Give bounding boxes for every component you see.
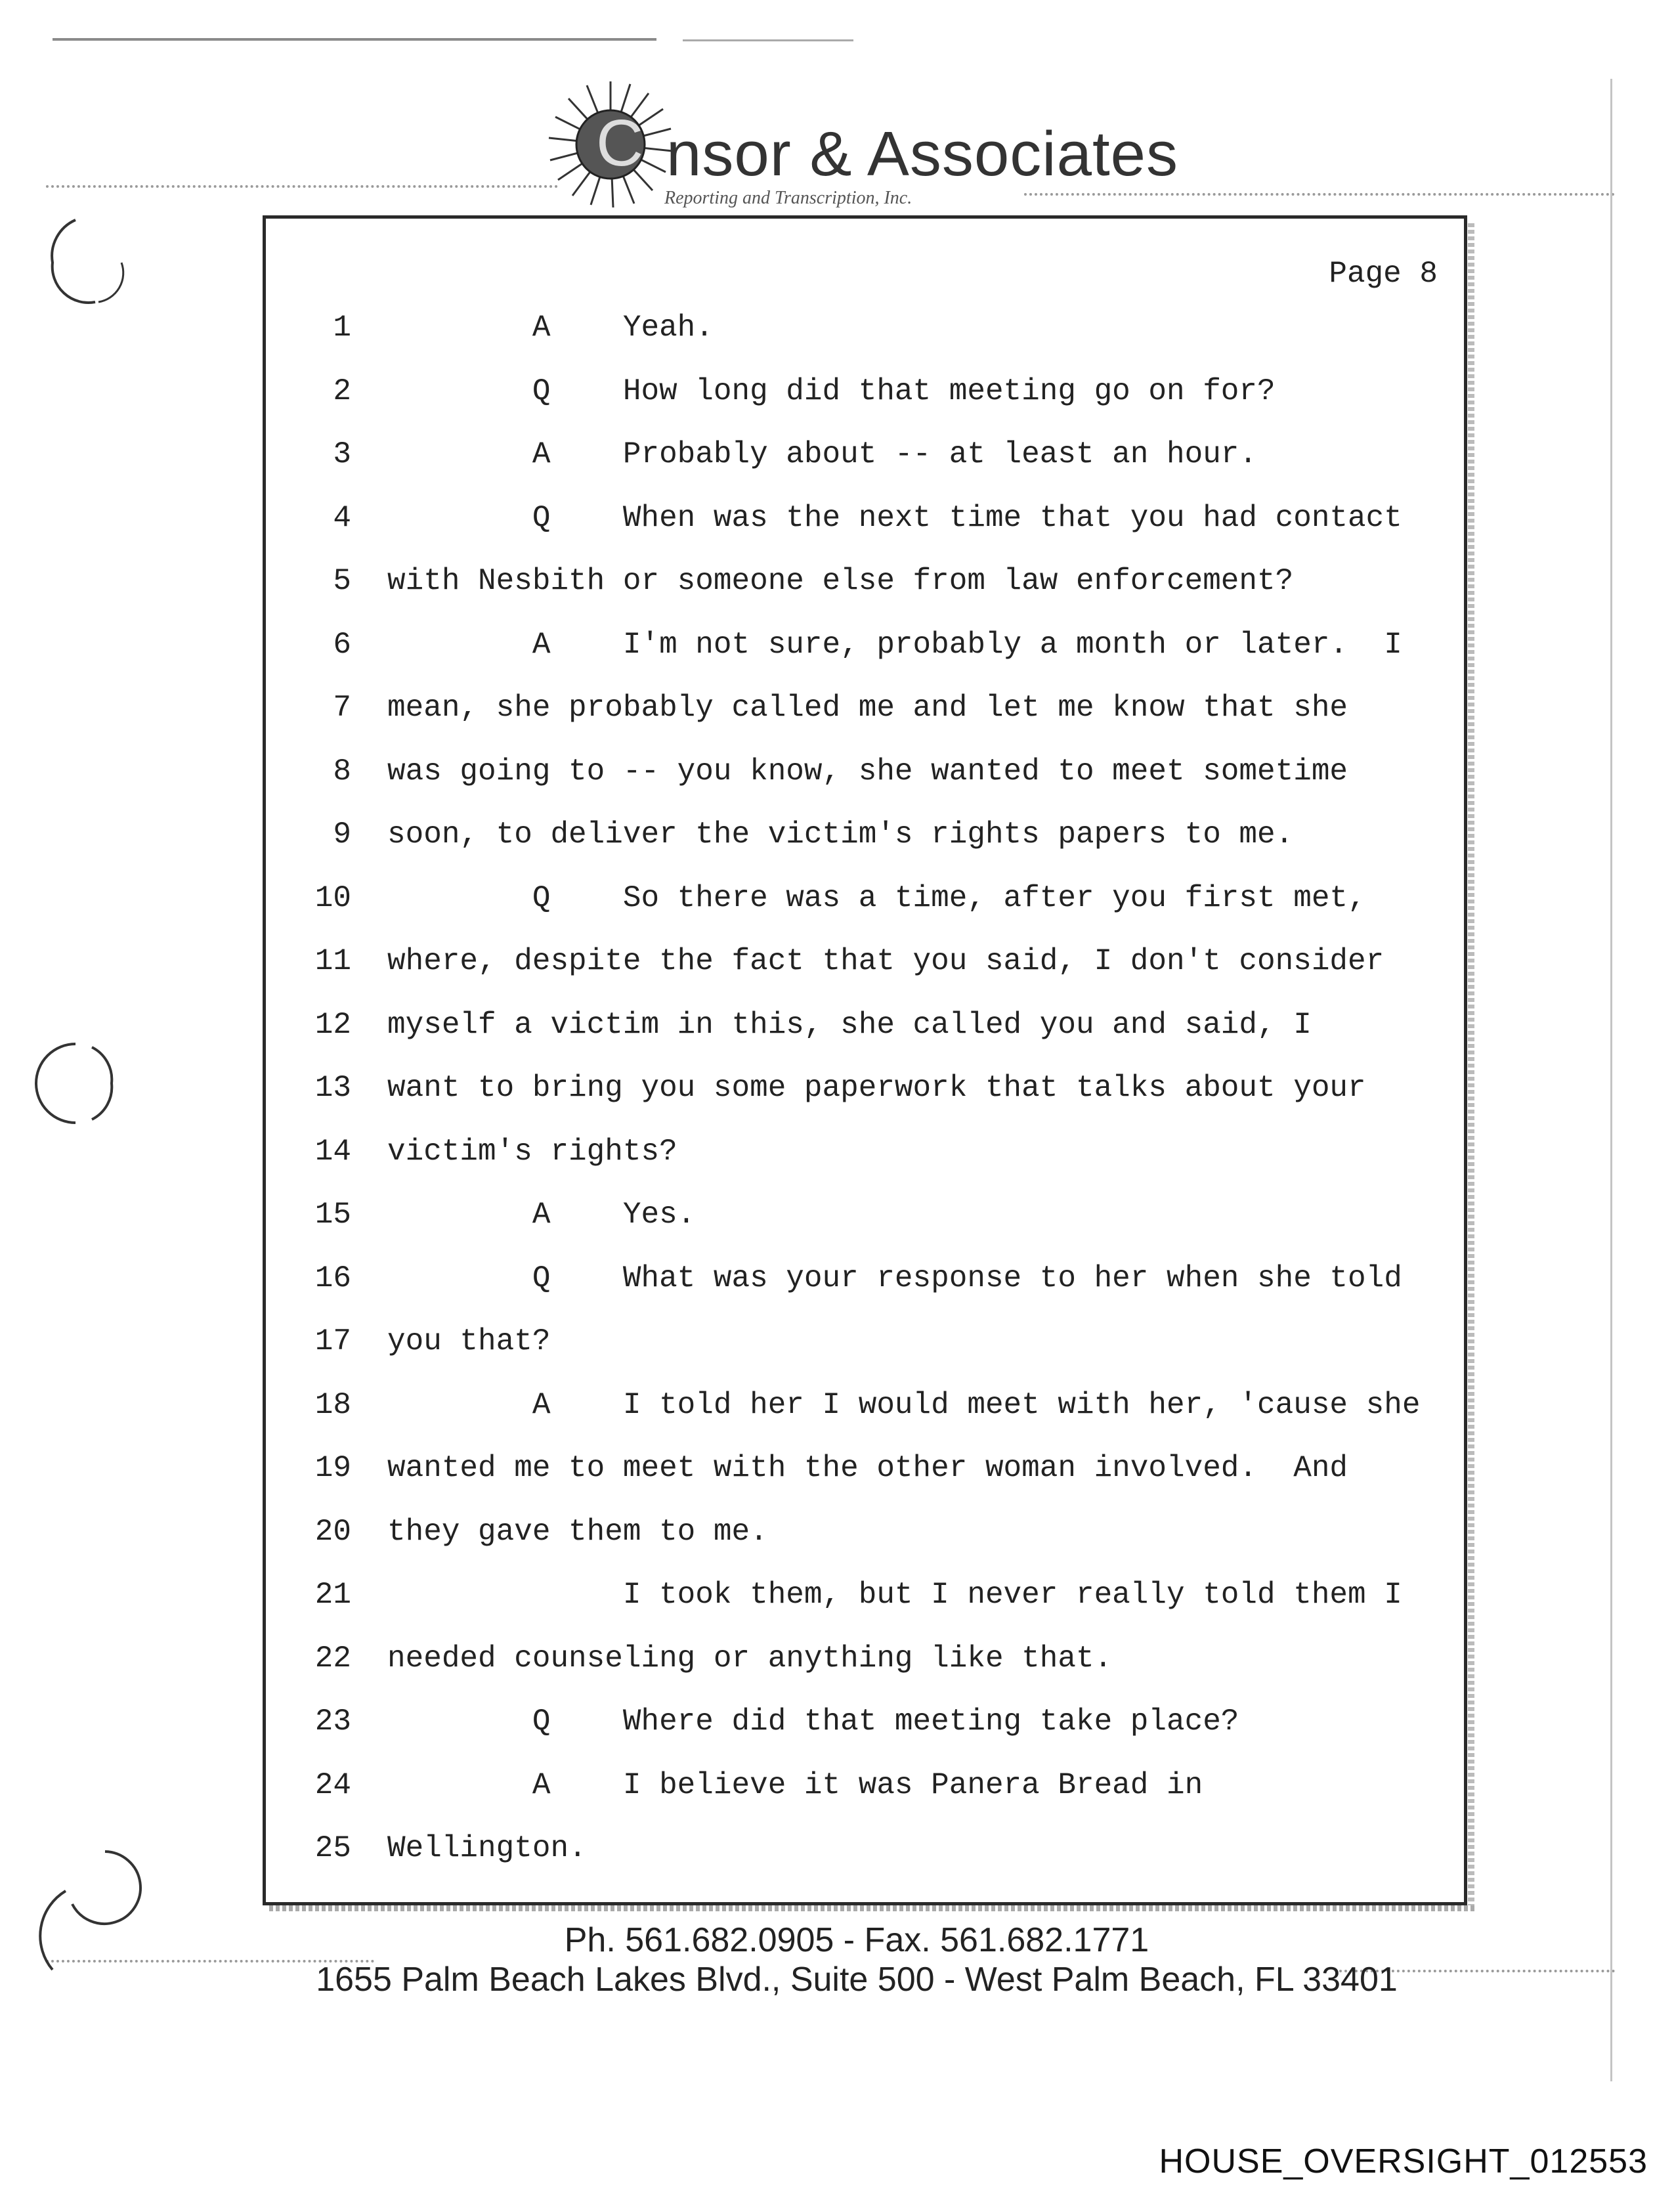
- footer-address: 1655 Palm Beach Lakes Blvd., Suite 500 - West Palm Beach, FL 33401: [316, 1961, 1398, 1999]
- transcript-line: [266, 1768, 1467, 1831]
- line-number: 1: [333, 311, 351, 345]
- line-number: 22: [314, 1641, 351, 1676]
- transcript-line: [266, 1831, 1467, 1894]
- line-number: 13: [314, 1071, 351, 1105]
- line-number: 3: [333, 437, 351, 471]
- transcript-line: [266, 754, 1467, 817]
- line-number: 4: [333, 500, 351, 535]
- line-number: 11: [314, 944, 351, 978]
- svg-text:C: C: [596, 106, 644, 180]
- line-number: 20: [314, 1514, 351, 1549]
- page-box-shadow-right: [1468, 223, 1474, 1911]
- transcript-line: [266, 311, 1467, 374]
- binder-hole-middle: [26, 1031, 125, 1129]
- line-text: you that?: [387, 1324, 551, 1358]
- line-text: wanted me to meet with the other woman involved. And: [387, 1451, 1348, 1485]
- binder-hole-top: [39, 210, 138, 309]
- company-tagline: Reporting and Transcription, Inc.: [664, 188, 912, 208]
- line-number: 15: [314, 1198, 351, 1232]
- transcript-line: [266, 1451, 1467, 1514]
- line-number: 21: [314, 1578, 351, 1612]
- line-text: A Yeah.: [387, 311, 714, 345]
- page-box-shadow-bottom: [269, 1905, 1474, 1911]
- line-text: A I told her I would meet with her, 'cause she: [387, 1387, 1421, 1422]
- line-number: 23: [314, 1704, 351, 1739]
- transcript-line: [266, 944, 1467, 1007]
- line-text: Q So there was a time, after you first met,: [387, 880, 1366, 915]
- line-text: Wellington.: [387, 1831, 587, 1865]
- line-number: 7: [333, 691, 351, 725]
- line-number: 25: [314, 1831, 351, 1865]
- line-number: 2: [333, 374, 351, 408]
- transcript-line: [266, 1324, 1467, 1387]
- transcript-line: [266, 881, 1467, 944]
- line-number: 18: [314, 1387, 351, 1422]
- transcript-line: [266, 1641, 1467, 1704]
- line-number: 14: [314, 1134, 351, 1169]
- line-text: Q How long did that meeting go on for?: [387, 374, 1276, 408]
- line-text: A Yes.: [387, 1198, 696, 1232]
- bates-number: HOUSE_OVERSIGHT_012553: [1159, 2142, 1648, 2180]
- line-text: I took them, but I never really told them I: [387, 1578, 1402, 1612]
- line-text: A Probably about -- at least an hour.: [387, 437, 1258, 471]
- line-text: Q What was your response to her when she told: [387, 1261, 1402, 1295]
- line-text: with Nesbith or someone else from law enforcement?: [387, 564, 1294, 598]
- scan-top-line: [53, 38, 656, 41]
- transcript-line: [266, 628, 1467, 691]
- line-text: mean, she probably called me and let me know that she: [387, 691, 1348, 725]
- company-name: nsor & Associates: [666, 119, 1179, 189]
- footer-phone-fax: Ph. 561.682.0905 - Fax. 561.682.1771: [564, 1921, 1149, 1959]
- transcript-line: [266, 1008, 1467, 1071]
- scan-right-edge: [1610, 79, 1612, 2081]
- transcript-line: [266, 1578, 1467, 1641]
- transcript-line: [266, 1388, 1467, 1451]
- transcript-line: [266, 1704, 1467, 1767]
- line-number: 9: [333, 817, 351, 852]
- transcript-line: [266, 437, 1467, 500]
- line-number: 19: [314, 1451, 351, 1485]
- line-text: myself a victim in this, she called you and said, I: [387, 1007, 1312, 1042]
- line-number: 10: [314, 880, 351, 915]
- transcript-line: [266, 817, 1467, 880]
- line-text: A I'm not sure, probably a month or later. I: [387, 627, 1402, 662]
- transcript-line: [266, 1135, 1467, 1198]
- transcript-line: [266, 1071, 1467, 1134]
- line-text: A I believe it was Panera Bread in: [387, 1767, 1203, 1802]
- line-text: needed counseling or anything like that.: [387, 1641, 1113, 1676]
- line-number: 12: [314, 1007, 351, 1042]
- line-text: Q Where did that meeting take place?: [387, 1704, 1239, 1739]
- line-text: victim's rights?: [387, 1134, 677, 1169]
- line-text: they gave them to me.: [387, 1514, 768, 1549]
- scan-top-line-short: [683, 39, 853, 41]
- line-text: was going to -- you know, she wanted to meet sometime: [387, 754, 1348, 789]
- transcript-line: [266, 691, 1467, 754]
- page-number: Page 8: [1329, 257, 1438, 291]
- line-number: 6: [333, 627, 351, 662]
- line-number: 16: [314, 1261, 351, 1295]
- line-text: where, despite the fact that you said, I don't consider: [387, 944, 1384, 978]
- transcript-line: [266, 564, 1467, 627]
- line-text: Q When was the next time that you had contact: [387, 500, 1402, 535]
- line-text: want to bring you some paperwork that talks about your: [387, 1071, 1366, 1105]
- line-text: soon, to deliver the victim's rights papers to me.: [387, 817, 1294, 852]
- line-number: 17: [314, 1324, 351, 1358]
- line-number: 24: [314, 1767, 351, 1802]
- line-number: 5: [333, 564, 351, 598]
- line-number: 8: [333, 754, 351, 789]
- transcript-page: [263, 215, 1467, 1905]
- transcript-line: [266, 1515, 1467, 1578]
- sun-logo-icon: [545, 79, 676, 210]
- transcript-line: [266, 1198, 1467, 1261]
- letterhead: [545, 79, 1179, 210]
- scan-header-dots-left: [46, 185, 558, 188]
- transcript-line: [266, 374, 1467, 437]
- transcript-line: [266, 501, 1467, 564]
- transcript-line: [266, 1261, 1467, 1324]
